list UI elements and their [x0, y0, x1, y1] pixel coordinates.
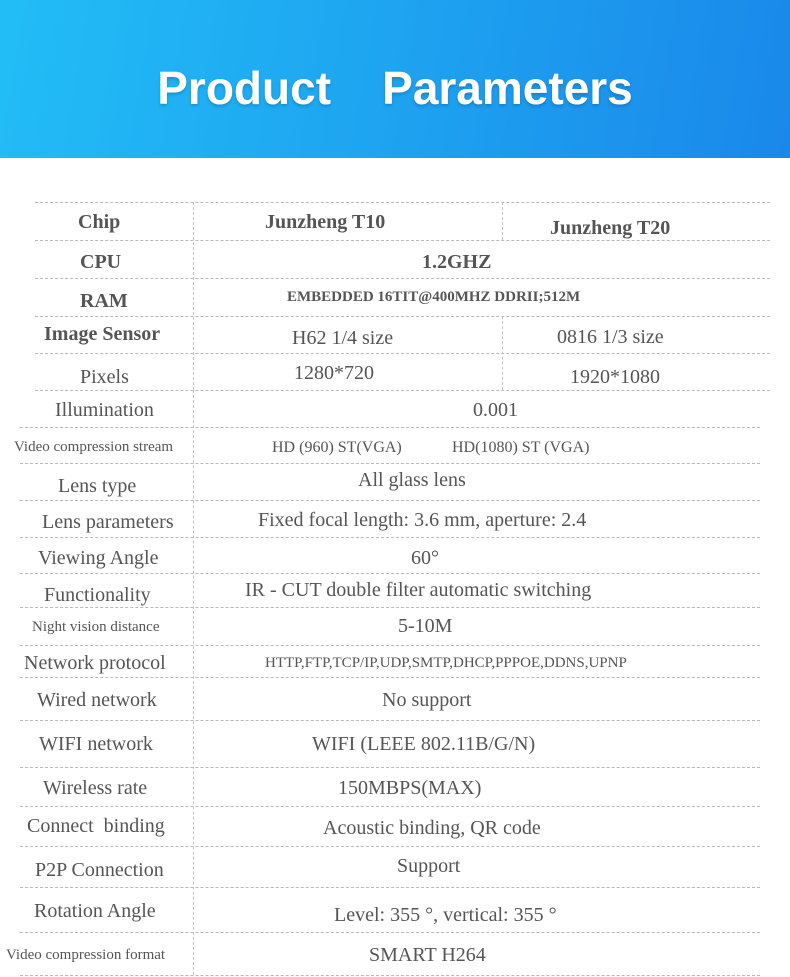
spec-value-t10: H62 1/4 size [292, 327, 394, 349]
spec-value: 5-10M [398, 615, 453, 637]
spec-value: No support [382, 689, 472, 711]
spec-value: All glass lens [358, 469, 466, 491]
spec-label: CPU [80, 251, 122, 273]
spec-row-connect-binding [0, 806, 790, 846]
spec-row-lens-type [0, 463, 790, 500]
spec-row-night-vision-distance [0, 607, 790, 645]
spec-row-network-protocol [0, 645, 790, 677]
spec-row-lens-parameters [0, 500, 790, 537]
spec-value: Support [397, 855, 461, 877]
spec-row-p2p-connection [0, 846, 790, 887]
spec-value-t20: Junzheng T20 [550, 217, 671, 239]
spec-row-ram [0, 278, 790, 316]
row-divider [20, 975, 760, 976]
spec-label: Functionality [44, 584, 151, 606]
spec-value: 1.2GHZ [422, 251, 492, 273]
spec-row-chip [0, 202, 790, 240]
column-divider [502, 316, 503, 390]
spec-value: Fixed focal length: 3.6 mm, aperture: 2.4 [258, 509, 587, 531]
spec-value-t10: HD (960) ST(VGA) [272, 439, 402, 456]
spec-row-wifi-network [0, 720, 790, 767]
spec-label: Lens parameters [42, 511, 174, 533]
spec-row-rotation-angle [0, 887, 790, 932]
spec-label: Pixels [80, 366, 129, 388]
spec-value-t20: HD(1080) ST (VGA) [452, 439, 590, 456]
spec-label: WIFI network [39, 733, 153, 755]
spec-row-video-compression-stream [0, 427, 790, 463]
spec-value: 150MBPS(MAX) [338, 777, 482, 799]
page-title: Product Parameters [157, 62, 633, 114]
spec-label: Video compression format [6, 947, 166, 963]
spec-value: 0.001 [473, 399, 518, 421]
header-banner [0, 0, 790, 158]
spec-value: IR - CUT double filter automatic switching [245, 579, 592, 601]
spec-row-wireless-rate [0, 767, 790, 806]
spec-label: Video compression stream [14, 439, 174, 455]
spec-label: Rotation Angle [34, 900, 156, 922]
spec-row-image-sensor [0, 316, 790, 353]
spec-label: Viewing Angle [38, 547, 159, 569]
spec-value: 60° [411, 547, 439, 569]
spec-row-cpu [0, 240, 790, 278]
spec-value: HTTP,FTP,TCP/IP,UDP,SMTP,DHCP,PPPOE,DDNS,UPNP [265, 655, 627, 671]
column-divider [193, 390, 194, 975]
spec-label: Illumination [55, 399, 154, 421]
spec-label: Night vision distance [32, 619, 160, 635]
spec-value: Acoustic binding, QR code [323, 817, 541, 839]
spec-label: Wired network [37, 689, 157, 711]
product-parameters-table [0, 202, 790, 977]
spec-label: Image Sensor [44, 323, 161, 345]
spec-value-t20: 1920*1080 [570, 366, 660, 388]
spec-value-t20: 0816 1/3 size [557, 326, 664, 348]
spec-label: Network protocol [24, 652, 166, 674]
spec-value: SMART H264 [369, 944, 486, 966]
spec-row-viewing-angle [0, 537, 790, 573]
spec-row-functionality [0, 573, 790, 607]
spec-label: Connect binding [27, 815, 165, 837]
column-divider [502, 202, 503, 240]
spec-value-t10: 1280*720 [294, 362, 374, 384]
spec-label: Lens type [58, 475, 137, 497]
spec-label: P2P Connection [35, 859, 164, 881]
spec-row-illumination [0, 390, 790, 427]
spec-row-wired-network [0, 677, 790, 720]
spec-label: Chip [78, 211, 121, 233]
spec-value-t10: Junzheng T10 [265, 211, 386, 233]
spec-row-video-compression-format [0, 932, 790, 975]
spec-label: RAM [80, 290, 128, 312]
spec-value: WIFI (LEEE 802.11B/G/N) [312, 733, 536, 755]
spec-row-pixels [0, 353, 790, 390]
spec-value: Level: 355 °, vertical: 355 ° [334, 904, 557, 926]
spec-value: EMBEDDED 16TIT@400MHZ DDRII;512M [287, 289, 581, 305]
column-divider [193, 202, 194, 390]
spec-label: Wireless rate [43, 777, 148, 799]
